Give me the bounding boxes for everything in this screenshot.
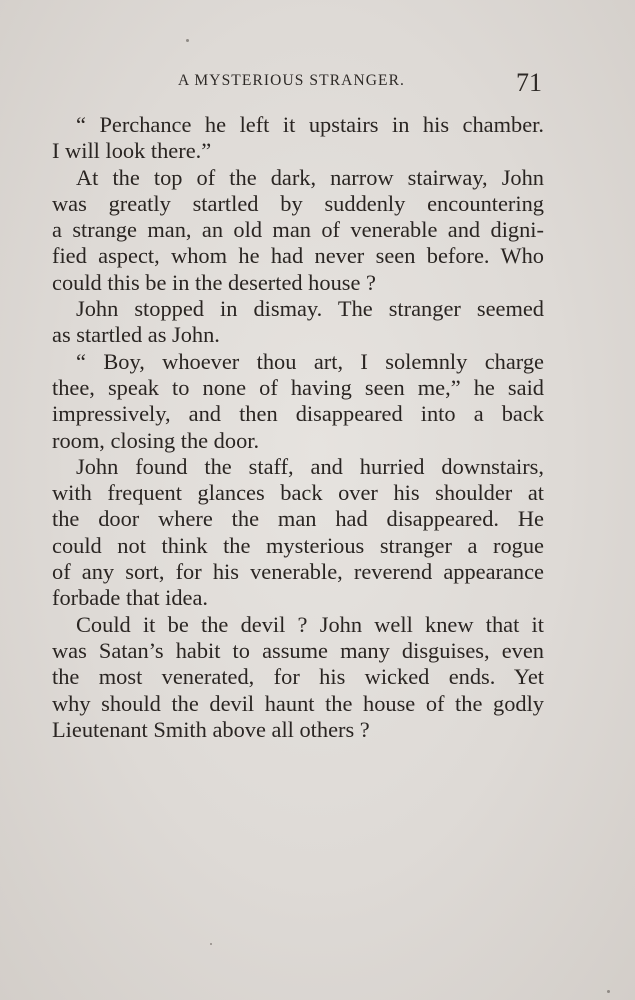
text-line: “ Boy, whoever thou art, I solemnly charge bbox=[76, 348, 544, 374]
text-line: room, closing the door. bbox=[52, 427, 260, 453]
paragraph bbox=[52, 612, 544, 743]
text-line: the most venerated, for his wicked ends. Yet bbox=[52, 664, 544, 690]
text-line: John stopped in dismay. The stranger seemed bbox=[76, 296, 544, 322]
text-line: Lieutenant Smith above all others ? bbox=[52, 716, 370, 742]
body-text bbox=[52, 112, 544, 743]
text-line: Could it be the devil ? John well knew that it bbox=[76, 611, 544, 637]
paper-speck bbox=[607, 990, 610, 993]
text-line: a strange man, an old man of venerable and digni- bbox=[52, 217, 544, 243]
paragraph bbox=[52, 165, 544, 296]
text-line: “ Perchance he left it upstairs in his chamber. bbox=[76, 112, 544, 137]
paragraph bbox=[52, 349, 544, 454]
paper-speck bbox=[186, 39, 189, 42]
text-line: was greatly startled by suddenly encountering bbox=[52, 190, 544, 216]
text-line: with frequent glances back over his shoulder at bbox=[52, 480, 544, 506]
text-line: of any sort, for his venerable, reverend appearance bbox=[52, 559, 544, 585]
text-line: the door where the man had disappeared. He bbox=[52, 506, 544, 532]
text-line: forbade that idea. bbox=[52, 585, 209, 611]
paragraph bbox=[52, 112, 544, 165]
page-number: 71 bbox=[516, 68, 542, 97]
paper-speck bbox=[210, 943, 212, 945]
text-line: fied aspect, whom he had never seen before. Who bbox=[52, 243, 544, 269]
text-line: thee, speak to none of having seen me,” he said bbox=[52, 374, 544, 400]
text-line: was Satan’s habit to assume many disguises, even bbox=[52, 637, 544, 663]
running-header bbox=[52, 70, 544, 102]
paragraph bbox=[52, 296, 544, 349]
text-line: could this be in the deserted house ? bbox=[52, 269, 376, 295]
text-line: John found the staff, and hurried downstairs, bbox=[76, 453, 544, 479]
running-title: A MYSTERIOUS STRANGER. bbox=[178, 72, 406, 89]
text-line: impressively, and then disappeared into a back bbox=[52, 401, 544, 427]
text-line: why should the devil haunt the house of the godly bbox=[52, 690, 544, 716]
text-line: At the top of the dark, narrow stairway, John bbox=[76, 164, 544, 190]
text-line: could not think the mysterious stranger a rogue bbox=[52, 532, 544, 558]
text-line: as startled as John. bbox=[52, 322, 220, 348]
text-line: I will look there.” bbox=[52, 138, 212, 164]
paragraph bbox=[52, 454, 544, 612]
